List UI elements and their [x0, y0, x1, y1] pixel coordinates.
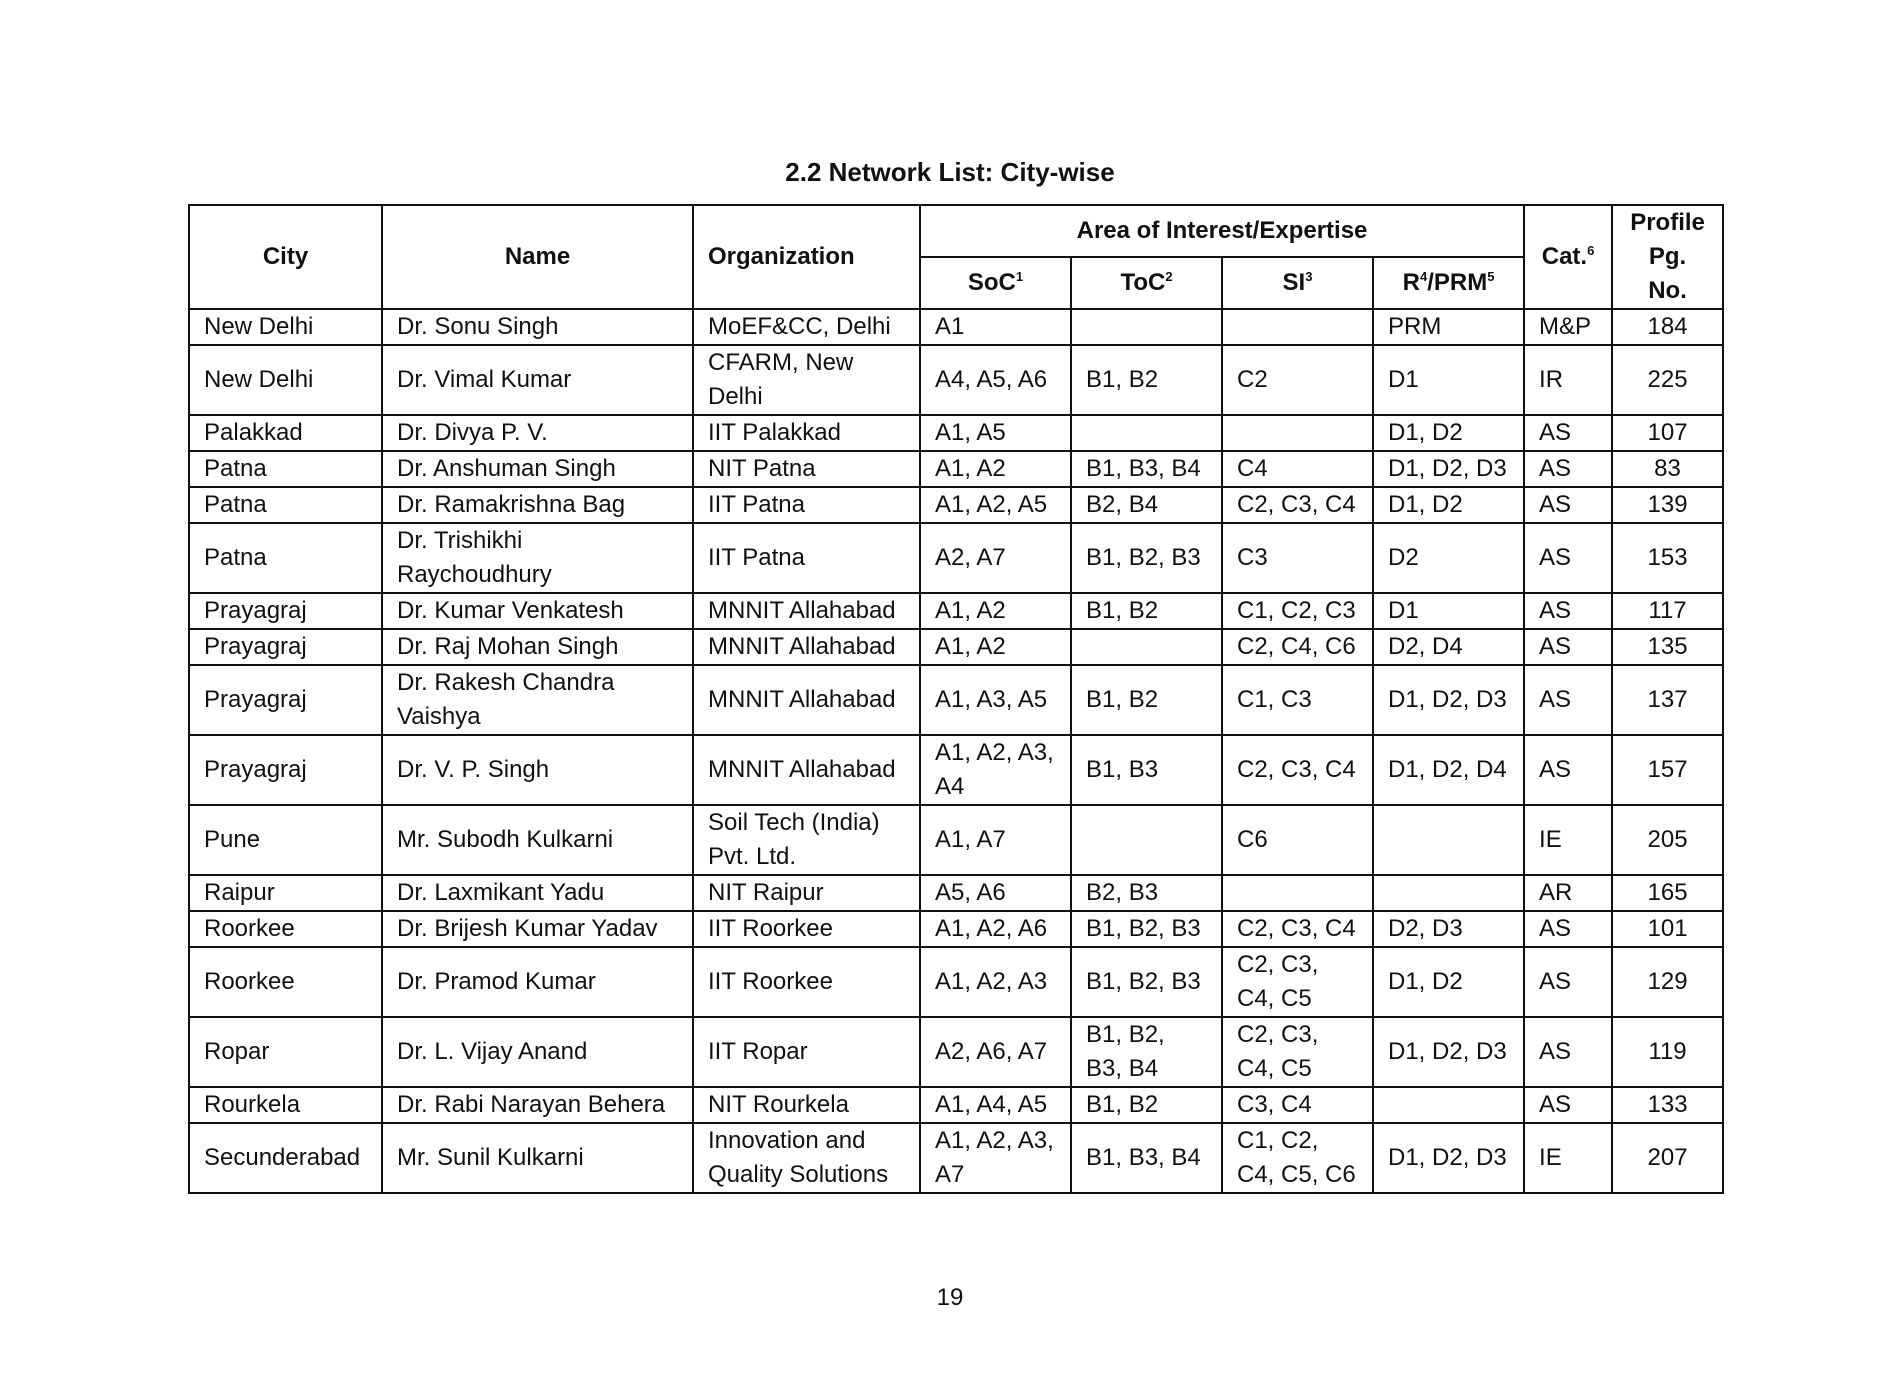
cell-city: Prayagraj [189, 629, 382, 665]
cell-toc: B1, B3 [1071, 735, 1222, 805]
cell-name: Dr. L. Vijay Anand [382, 1017, 693, 1087]
cell-organization: IIT Palakkad [693, 415, 920, 451]
cell-organization: NIT Patna [693, 451, 920, 487]
cell-category: AS [1524, 911, 1612, 947]
cell-r-prm: D1, D2, D4 [1373, 735, 1524, 805]
cell-name: Dr. Sonu Singh [382, 309, 693, 345]
cell-r-prm: D1, D2, D3 [1373, 1123, 1524, 1193]
cell-si [1222, 875, 1373, 911]
cell-category: AS [1524, 415, 1612, 451]
header-prm-footnote: 5 [1487, 269, 1495, 284]
cell-profile-page: 205 [1612, 805, 1723, 875]
cell-city: Patna [189, 523, 382, 593]
cell-si: C6 [1222, 805, 1373, 875]
cell-profile-page: 157 [1612, 735, 1723, 805]
table-row [189, 523, 1723, 593]
cell-category: M&P [1524, 309, 1612, 345]
cell-soc: A1, A5 [920, 415, 1071, 451]
cell-category: AS [1524, 593, 1612, 629]
cell-city: Ropar [189, 1017, 382, 1087]
cell-organization: IIT Ropar [693, 1017, 920, 1087]
cell-si: C3 [1222, 523, 1373, 593]
cell-organization: MNNIT Allahabad [693, 629, 920, 665]
cell-category: AS [1524, 1017, 1612, 1087]
cell-profile-page: 135 [1612, 629, 1723, 665]
cell-category: AS [1524, 665, 1612, 735]
header-prm-label: /PRM [1427, 269, 1488, 296]
cell-soc: A5, A6 [920, 875, 1071, 911]
cell-city: Prayagraj [189, 593, 382, 629]
cell-profile-page: 165 [1612, 875, 1723, 911]
cell-soc: A1, A2, A5 [920, 487, 1071, 523]
cell-profile-page: 129 [1612, 947, 1723, 1017]
cell-si: C4 [1222, 451, 1373, 487]
cell-profile-page: 119 [1612, 1017, 1723, 1087]
cell-city: Roorkee [189, 947, 382, 1017]
cell-category: AS [1524, 629, 1612, 665]
cell-name: Dr. Raj Mohan Singh [382, 629, 693, 665]
cell-name: Dr. Rabi Narayan Behera [382, 1087, 693, 1123]
table-row [189, 947, 1723, 1017]
cell-city: Patna [189, 451, 382, 487]
cell-category: IR [1524, 345, 1612, 415]
cell-toc [1071, 629, 1222, 665]
table-row [189, 875, 1723, 911]
cell-city: Secunderabad [189, 1123, 382, 1193]
cell-organization: CFARM, New Delhi [693, 345, 920, 415]
cell-si: C1, C2, C4, C5, C6 [1222, 1123, 1373, 1193]
table-row [189, 1123, 1723, 1193]
table-row [189, 735, 1723, 805]
cell-r-prm: D1 [1373, 593, 1524, 629]
cell-toc: B1, B2 [1071, 345, 1222, 415]
header-organization: Organization [693, 205, 920, 309]
cell-si: C2 [1222, 345, 1373, 415]
cell-profile-page: 207 [1612, 1123, 1723, 1193]
header-r-label: R [1402, 269, 1420, 296]
cell-r-prm: D1, D2, D3 [1373, 665, 1524, 735]
cell-soc: A1 [920, 309, 1071, 345]
cell-city: Pune [189, 805, 382, 875]
header-r-footnote: 4 [1419, 269, 1428, 284]
table-row [189, 629, 1723, 665]
cell-name: Mr. Sunil Kulkarni [382, 1123, 693, 1193]
cell-organization: Innovation and Quality Solutions [693, 1123, 920, 1193]
cell-organization: MNNIT Allahabad [693, 593, 920, 629]
cell-toc: B1, B2, B3, B4 [1071, 1017, 1222, 1087]
cell-city: New Delhi [189, 345, 382, 415]
header-toc [1071, 257, 1222, 309]
header-si-footnote: 3 [1305, 269, 1313, 284]
cell-si: C1, C3 [1222, 665, 1373, 735]
cell-soc: A4, A5, A6 [920, 345, 1071, 415]
header-si-label: SI [1282, 269, 1306, 296]
header-name: Name [382, 205, 693, 309]
cell-toc: B1, B2, B3 [1071, 523, 1222, 593]
cell-profile-page: 225 [1612, 345, 1723, 415]
cell-organization: IIT Patna [693, 523, 920, 593]
header-toc-footnote: 2 [1165, 269, 1173, 284]
header-r-prm [1373, 257, 1524, 309]
cell-organization: IIT Roorkee [693, 947, 920, 1017]
cell-name: Dr. Ramakrishna Bag [382, 487, 693, 523]
cell-organization: IIT Patna [693, 487, 920, 523]
cell-soc: A1, A2, A3 [920, 947, 1071, 1017]
cell-toc: B1, B3, B4 [1071, 451, 1222, 487]
cell-profile-page: 153 [1612, 523, 1723, 593]
cell-city: Patna [189, 487, 382, 523]
cell-name: Dr. Anshuman Singh [382, 451, 693, 487]
cell-si [1222, 415, 1373, 451]
cell-name: Dr. Divya P. V. [382, 415, 693, 451]
table-row [189, 487, 1723, 523]
cell-r-prm: D2 [1373, 523, 1524, 593]
cell-city: Roorkee [189, 911, 382, 947]
cell-organization: NIT Raipur [693, 875, 920, 911]
cell-toc: B1, B2, B3 [1071, 911, 1222, 947]
cell-profile-page: 101 [1612, 911, 1723, 947]
table-row [189, 451, 1723, 487]
cell-si: C3, C4 [1222, 1087, 1373, 1123]
cell-profile-page: 133 [1612, 1087, 1723, 1123]
cell-soc: A1, A2, A3, A4 [920, 735, 1071, 805]
cell-soc: A1, A2, A3, A7 [920, 1123, 1071, 1193]
cell-soc: A1, A2 [920, 451, 1071, 487]
cell-city: Palakkad [189, 415, 382, 451]
cell-toc: B1, B3, B4 [1071, 1123, 1222, 1193]
header-soc-footnote: 1 [1015, 269, 1024, 284]
cell-city: Raipur [189, 875, 382, 911]
header-city: City [189, 205, 382, 309]
cell-r-prm: D1, D2 [1373, 487, 1524, 523]
cell-city: Prayagraj [189, 735, 382, 805]
header-soc-label: SoC [967, 269, 1016, 296]
header-toc-label: ToC [1120, 269, 1166, 296]
cell-r-prm: D1, D2, D3 [1373, 451, 1524, 487]
cell-name: Dr. Kumar Venkatesh [382, 593, 693, 629]
cell-si [1222, 309, 1373, 345]
cell-si: C1, C2, C3 [1222, 593, 1373, 629]
cell-toc: B1, B2 [1071, 593, 1222, 629]
page-title: 2.2 Network List: City-wise [785, 157, 1115, 187]
cell-si: C2, C4, C6 [1222, 629, 1373, 665]
cell-name: Mr. Subodh Kulkarni [382, 805, 693, 875]
cell-toc: B2, B4 [1071, 487, 1222, 523]
cell-organization: IIT Roorkee [693, 911, 920, 947]
cell-name: Dr. Vimal Kumar [382, 345, 693, 415]
cell-r-prm: D2, D3 [1373, 911, 1524, 947]
cell-profile-page: 83 [1612, 451, 1723, 487]
cell-organization: MoEF&CC, Delhi [693, 309, 920, 345]
cell-r-prm: D1, D2 [1373, 415, 1524, 451]
cell-soc: A2, A7 [920, 523, 1071, 593]
cell-soc: A1, A3, A5 [920, 665, 1071, 735]
cell-soc: A2, A6, A7 [920, 1017, 1071, 1087]
cell-organization: NIT Rourkela [693, 1087, 920, 1123]
cell-category: IE [1524, 805, 1612, 875]
cell-soc: A1, A2 [920, 629, 1071, 665]
cell-soc: A1, A4, A5 [920, 1087, 1071, 1123]
cell-category: AR [1524, 875, 1612, 911]
cell-soc: A1, A2, A6 [920, 911, 1071, 947]
header-area-of-interest: Area of Interest/Expertise [920, 205, 1524, 257]
cell-profile-page: 137 [1612, 665, 1723, 735]
cell-r-prm: D1, D2, D3 [1373, 1017, 1524, 1087]
cell-profile-page: 139 [1612, 487, 1723, 523]
table-row [189, 805, 1723, 875]
cell-name: Dr. Rakesh Chandra Vaishya [382, 665, 693, 735]
cell-name: Dr. V. P. Singh [382, 735, 693, 805]
cell-category: AS [1524, 487, 1612, 523]
cell-soc: A1, A7 [920, 805, 1071, 875]
cell-soc: A1, A2 [920, 593, 1071, 629]
cell-r-prm: D1, D2 [1373, 947, 1524, 1017]
table-row [189, 309, 1723, 345]
header-profile-line1: Profile [1630, 209, 1705, 236]
cell-name: Dr. Brijesh Kumar Yadav [382, 911, 693, 947]
cell-r-prm [1373, 1087, 1524, 1123]
cell-toc [1071, 415, 1222, 451]
cell-category: AS [1524, 947, 1612, 1017]
cell-toc: B2, B3 [1071, 875, 1222, 911]
cell-r-prm: D1 [1373, 345, 1524, 415]
header-category-label: Cat. [1541, 243, 1588, 270]
cell-name: Dr. Trishikhi Raychoudhury [382, 523, 693, 593]
table-row [189, 665, 1723, 735]
cell-toc: B1, B2, B3 [1071, 947, 1222, 1017]
cell-profile-page: 107 [1612, 415, 1723, 451]
cell-category: AS [1524, 1087, 1612, 1123]
cell-r-prm [1373, 875, 1524, 911]
cell-si: C2, C3, C4 [1222, 911, 1373, 947]
header-profile-page [1612, 205, 1723, 309]
table-body [189, 309, 1723, 1193]
header-si [1222, 257, 1373, 309]
cell-si: C2, C3, C4, C5 [1222, 1017, 1373, 1087]
cell-city: Rourkela [189, 1087, 382, 1123]
table-row [189, 345, 1723, 415]
header-soc [920, 257, 1071, 309]
cell-toc [1071, 805, 1222, 875]
cell-category: IE [1524, 1123, 1612, 1193]
cell-toc [1071, 309, 1222, 345]
cell-city: New Delhi [189, 309, 382, 345]
page-number: 19 [936, 1284, 964, 1311]
header-category-footnote: 6 [1587, 243, 1595, 258]
cell-organization: Soil Tech (India) Pvt. Ltd. [693, 805, 920, 875]
cell-si: C2, C3, C4 [1222, 487, 1373, 523]
table-row [189, 593, 1723, 629]
cell-r-prm: PRM [1373, 309, 1524, 345]
cell-organization: MNNIT Allahabad [693, 735, 920, 805]
cell-name: Dr. Laxmikant Yadu [382, 875, 693, 911]
cell-si: C2, C3, C4 [1222, 735, 1373, 805]
header-profile-line2: Pg. No. [1648, 243, 1687, 304]
cell-toc: B1, B2 [1071, 1087, 1222, 1123]
table-row [189, 911, 1723, 947]
cell-r-prm: D2, D4 [1373, 629, 1524, 665]
cell-organization: MNNIT Allahabad [693, 665, 920, 735]
table-row [189, 1017, 1723, 1087]
cell-toc: B1, B2 [1071, 665, 1222, 735]
cell-name: Dr. Pramod Kumar [382, 947, 693, 1017]
header-row-1 [189, 205, 1723, 257]
cell-category: AS [1524, 451, 1612, 487]
cell-category: AS [1524, 523, 1612, 593]
network-table [188, 204, 1724, 1194]
cell-category: AS [1524, 735, 1612, 805]
table-row [189, 1087, 1723, 1123]
cell-si: C2, C3, C4, C5 [1222, 947, 1373, 1017]
header-category [1524, 205, 1612, 309]
cell-profile-page: 117 [1612, 593, 1723, 629]
cell-profile-page: 184 [1612, 309, 1723, 345]
table-row [189, 415, 1723, 451]
cell-city: Prayagraj [189, 665, 382, 735]
cell-r-prm [1373, 805, 1524, 875]
